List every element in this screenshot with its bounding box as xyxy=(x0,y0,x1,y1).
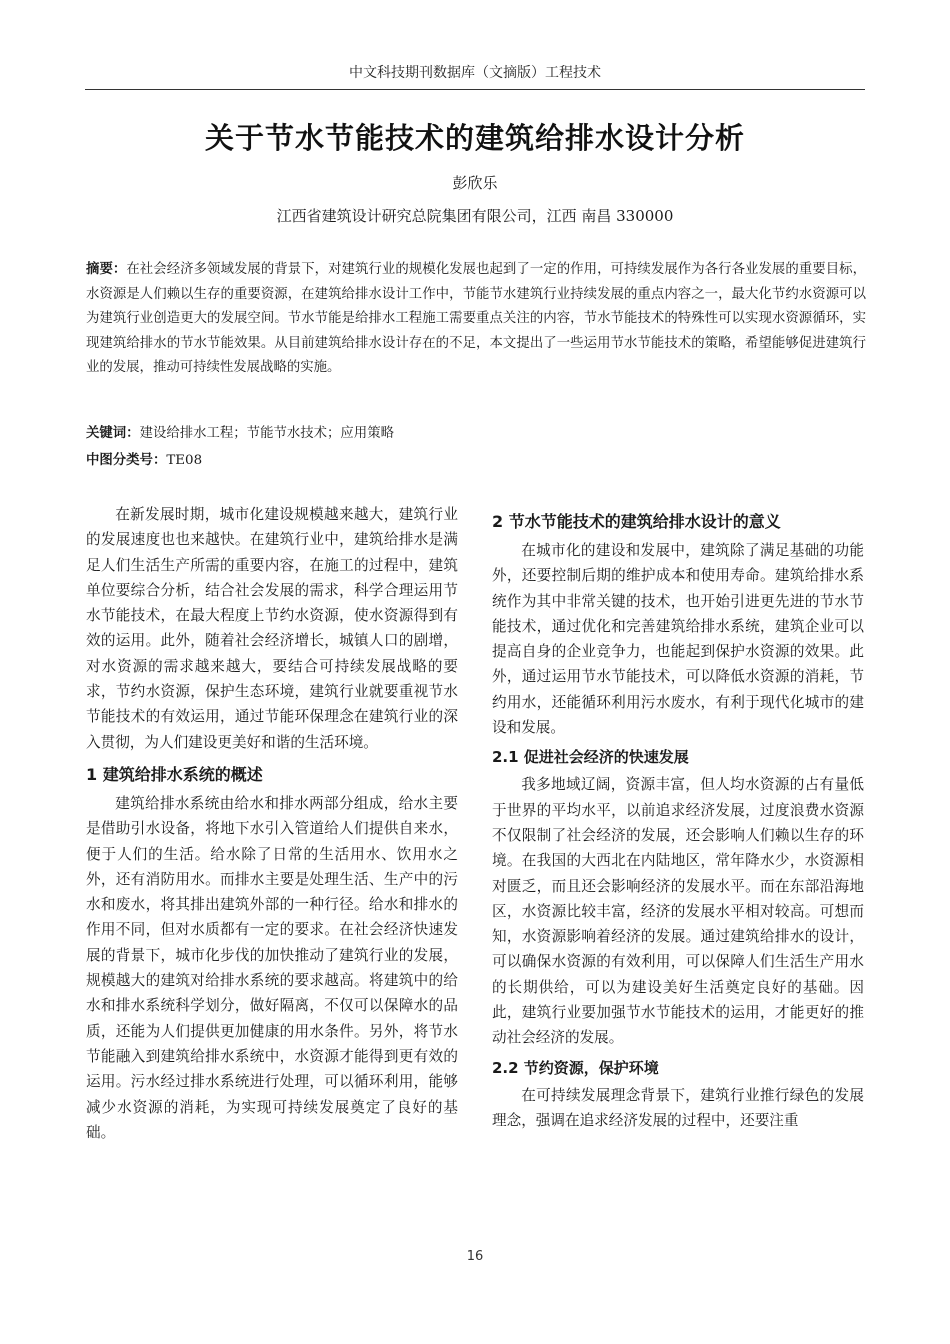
keywords-text: 建设给排水工程；节能节水技术；应用策略 xyxy=(139,426,394,441)
section-1-heading: 1 建筑给排水系统的概述 xyxy=(86,764,263,784)
keywords-line xyxy=(86,423,866,445)
abstract xyxy=(86,258,866,381)
abstract-text: 在社会经济多领域发展的背景下，对建筑行业的规模化发展也起到了一定的作用，可持续发展作为各行各业发展的重要目标，水资源是人们赖以生存的重要资源，在建筑给排水设计工作中，节能节水建筑行业持续发展的重点内容之一，最大化节约水资源可以为建筑行业创造更大的发展空间。节水节能是给排水工程施工需要重点关注的内容，节水节能技术的特殊性可以实现水资源循环，实现建筑给排水的节水节能效果。从目前建筑给排水设计存在的不足，本文提出了一些运用节水节能技术的策略，希望能够促进建筑行业的发展，推动可持续性发展战略的实施。 xyxy=(86,262,867,375)
author-name: 彭欣乐 xyxy=(452,174,498,192)
section-2-1-paragraph: 我多地域辽阔，资源丰富，但人均水资源的占有量低于世界的平均水平，以前追求经济发展，过度浪费水资源不仅限制了社会经济的发展，还会影响人们赖以生存的环境。在我国的大西北在内陆地区，常年降水少，水资源相对匮乏，而且还会影响经济的发展水平。而在东部沿海地区，水资源比较丰富，经济的发展水平相对较高。可想而知，水资源影响着经济的发展。通过建筑给排水的设计，可以确保水资源的有效利用，可以保障人们生活生产用水的长期供给，可以为建设美好生活奠定良好的基础。因此，建筑行业要加强节水节能技术的运用，才能更好的推动社会经济的发展。 xyxy=(492,776,864,1047)
section-2-heading: 2 节水节能技术的建筑给排水设计的意义 xyxy=(492,512,781,531)
abstract-label: 摘要： xyxy=(86,262,127,277)
intro-paragraph: 在新发展时期，城市化建设规模越来越大，建筑行业的发展速度也也来越快。在建筑行业中，建筑给排水是满足人们生活生产所需的重要内容，在施工的过程中，建筑单位要综合分析，结合社会发展的需求，科学合理运用节水节能技术，在最大程度上节约水资源，使水资源得到有效的运用。此外，随着社会经济增长，城镇人口的剧增，对水资源的需求越来越大，要结合可持续发展战略的要求，节约水资源，保护生态环境，建筑行业就要重视节水节能技术的有效运用，通过节能环保理念在建筑行业的深入贯彻，为人们建设更美好和谐的生活环境。 xyxy=(86,506,458,751)
classification-line xyxy=(86,450,866,472)
left-column xyxy=(86,502,458,1145)
section-2-2-paragraph: 在可持续发展理念背景下，建筑行业推行绿色的发展理念，强调在追求经济发展的过程中，还要注重 xyxy=(492,1086,864,1129)
journal-header: 中文科技期刊数据库（文摘版）工程技术 xyxy=(85,62,865,90)
keywords-label: 关键词： xyxy=(86,426,140,441)
paper-title: 关于节水节能技术的建筑给排水设计分析 xyxy=(204,121,745,155)
section-1-paragraph: 建筑给排水系统由给水和排水两部分组成，给水主要是借助引水设备，将地下水引入管道给人们提供自来水，便于人们的生活。给水除了日常的生活用水、饮用水之外，还有消防用水。而排水主要是处理生活、生产中的污水和废水，将其排出建筑外部的一种行径。给水和排水的作用不同，但对水质都有一定的要求。在社会经济快速发展的背景下，城市化步伐的加快推动了建筑行业的发展，规模越大的建筑对给排水系统的要求越高。将建筑中的给水和排水系统科学划分，做好隔离，不仅可以保障水的品质，还能为人们提供更加健康的用水条件。另外，将节水节能融入到建筑给排水系统中，水资源才能得到更有效的运用。污水经过排水系统进行处理，可以循环利用，能够减少水资源的消耗，为实现可持续发展奠定了良好的基础。 xyxy=(86,794,458,1141)
section-2-paragraph: 在城市化的建设和发展中，建筑除了满足基础的功能外，还要控制后期的维护成本和使用寿命。建筑给排水系统作为其中非常关键的技术，也开始引进更先进的节水节能技术，通过优化和完善建筑给排水系统，建筑企业可以提高自身的企业竞争力，也能起到保护水资源的效果。此外，通过运用节水节能技术，可以降低水资源的消耗，节约用水，还能循环利用污水废水，有利于现代化城市的建设和发展。 xyxy=(492,542,864,737)
author-affiliation: 江西省建筑设计研究总院集团有限公司，江西 南昌 330000 xyxy=(276,207,674,225)
page-number: 16 xyxy=(466,1249,484,1264)
section-2-1-heading: 2.1 促进社会经济的快速发展 xyxy=(492,748,689,767)
classification-label: 中图分类号： xyxy=(86,453,167,468)
section-2-2-heading: 2.2 节约资源，保护环境 xyxy=(492,1058,659,1077)
right-column xyxy=(492,502,864,1133)
classification-text: TE08 xyxy=(166,453,203,468)
